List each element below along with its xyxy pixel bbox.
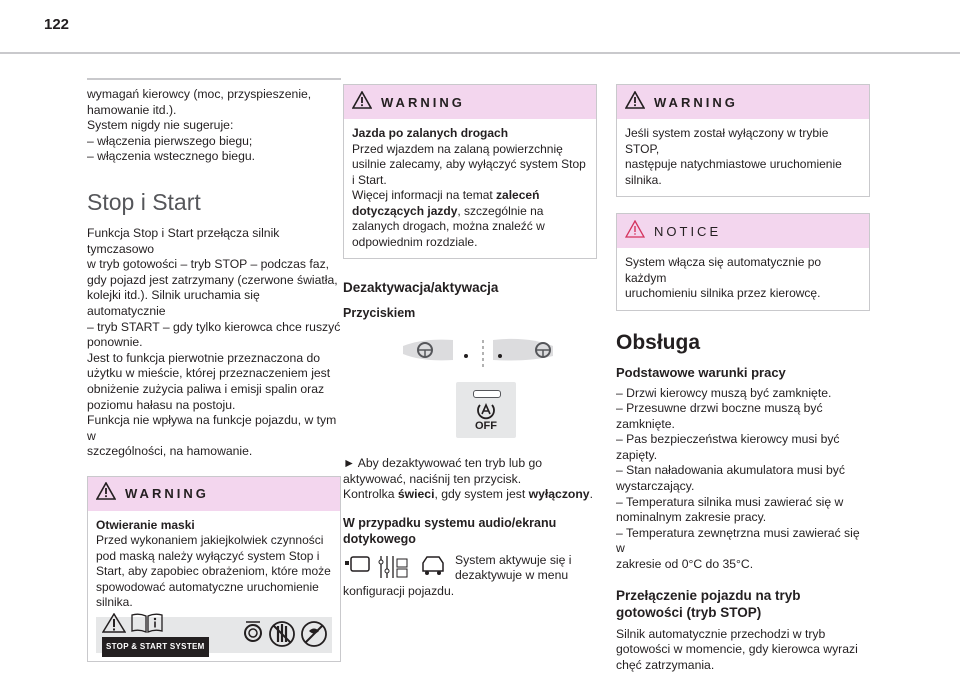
warning-triangle-icon <box>352 91 372 114</box>
list-item: zamknięte. <box>616 416 675 431</box>
warning-triangle-icon <box>96 482 116 505</box>
text-line: – włączenia wstecznego biegu. <box>87 149 256 164</box>
caution-icon <box>102 613 126 638</box>
text-line: i Start. <box>352 172 387 187</box>
text-line: silnika. <box>96 595 133 610</box>
header-rule <box>0 52 960 54</box>
text-line: chęć zatrzymania. <box>616 657 715 672</box>
text-line: gdy pojazd jest zatrzymany (czerwone światła, <box>87 272 338 287</box>
text-span: . <box>589 487 593 502</box>
button-label: OFF <box>475 420 497 432</box>
list-item: zapięty. <box>616 447 658 462</box>
text-line: aktywować, naciśnij ten przycisk. <box>343 471 522 486</box>
text-line: obniżenie zużycia paliwa i emisji spalin oraz <box>87 381 325 396</box>
intro-text <box>87 87 341 165</box>
section-title: Obsługa <box>616 330 701 354</box>
warning-heading: Jazda po zalanych drogach <box>352 126 509 140</box>
column-3 <box>616 78 870 673</box>
hood-label-strip <box>96 617 332 653</box>
no-hands-icon <box>268 618 296 653</box>
text-line: Funkcja nie wpływa na funkcje pojazdu, w tym w <box>87 413 337 443</box>
text-line: uruchomieniu silnika przez kierowcę. <box>625 286 821 300</box>
warning-triangle-icon <box>625 91 645 114</box>
text-line: System nigdy nie sugeruje: <box>87 118 234 133</box>
text-span: Więcej informacji na temat <box>352 188 497 202</box>
text-line: Przed wjazdem na zalaną powierzchnię <box>352 141 563 156</box>
text-line: Silnik automatycznie przechodzi w tryb <box>616 626 826 641</box>
stop-start-badge: STOP & START SYSTEM <box>102 637 209 657</box>
warning-body <box>617 119 869 196</box>
text-span: Kontrolka <box>343 487 398 502</box>
fan-belt-icon <box>242 618 264 653</box>
subheading-button: Przyciskiem <box>343 306 416 320</box>
warning-box <box>87 476 341 662</box>
description-text <box>87 226 341 460</box>
text-line: Przed wykonaniem jakiejkolwiek czynności <box>96 533 324 548</box>
bold-span: wyłączony <box>528 487 590 502</box>
subheading-standby: Przełączenie pojazdu na tryb gotowości (tryb STOP) <box>616 587 801 620</box>
subheading-audio: W przypadku systemu audio/ekranu dotykowego <box>343 515 557 546</box>
section-title: Stop i Start <box>87 188 201 215</box>
text-line: Jeśli system został wyłączony w trybie STOP, <box>625 126 829 156</box>
text-line: Start, aby zapobiec obrażeniom, które może <box>96 564 331 579</box>
warning-body <box>88 511 340 661</box>
list-item: – Temperatura silnika musi zawierać się w <box>616 494 844 509</box>
settings-icons <box>343 553 453 581</box>
text-line: Funkcja Stop i Start przełącza silnik tymczasowo <box>87 225 280 256</box>
warning-header <box>88 477 340 511</box>
list-item: wystarczający. <box>616 479 695 494</box>
notice-body <box>617 248 869 310</box>
audio-row <box>343 553 597 584</box>
text-line: usilnie zalecamy, aby wyłączyć system Stop <box>352 157 586 171</box>
bold-span: świeci <box>397 487 435 502</box>
list-item: – Przesuwne drzwi boczne muszą być <box>616 401 823 416</box>
standby-text <box>616 627 870 673</box>
notice-triangle-icon <box>625 220 645 243</box>
text-line: spowodować automatyczne uruchomienie <box>96 579 319 594</box>
text-line: użytku w mieście, której przeznaczeniem jest <box>87 366 331 381</box>
dashboard-figure <box>343 326 597 436</box>
audio-text: System aktywuje się i dezaktywuje w menu <box>455 552 572 583</box>
text-line: hamowanie itd.). <box>87 102 177 117</box>
text-line: System włącza się automatycznie po każdym <box>625 255 822 285</box>
text-line: kolejki itd.). Silnik uruchamia się automatycznie <box>87 288 260 318</box>
warning-title: WARNING <box>654 94 738 110</box>
indicator-lamp <box>473 390 501 398</box>
warning-header <box>344 85 596 119</box>
warning-title: WARNING <box>381 94 465 110</box>
text-line: szczególności, na hamowanie. <box>87 444 253 459</box>
column-2 <box>343 78 597 600</box>
text-line: Jest to funkcja pierwotnie przeznaczona do <box>87 350 321 365</box>
warning-title: WARNING <box>125 486 209 502</box>
list-item: – Stan naładowania akumulatora musi być <box>616 463 845 478</box>
stop-start-button[interactable] <box>456 382 516 438</box>
warning-box <box>616 84 870 197</box>
text-span: , szczególnie na zalanych drogach, można znaleźć w odpowiednim rozdziale. <box>352 203 545 249</box>
no-fan-icon <box>300 618 328 653</box>
text-line: – włączenia pierwszego biegu; <box>87 133 253 148</box>
text-line <box>343 487 597 503</box>
bold-span: zaleceń dotyczących jazdy <box>352 188 540 218</box>
subheading-basic: Podstawowe warunki pracy <box>616 364 786 380</box>
list-item: nominalnym zakresie pracy. <box>616 510 767 525</box>
audio-text-end: konfiguracji pojazdu. <box>343 583 455 598</box>
text-line: gotowości w momencie, gdy kierowca wyrazi <box>616 642 858 657</box>
text-line: wymagań kierowcy (moc, przyspieszenie, <box>87 87 312 101</box>
notice-title: NOTICE <box>654 223 722 239</box>
warning-header <box>617 85 869 119</box>
section-heading: Dezaktywacja/aktywacja <box>343 280 499 295</box>
list-item: – Temperatura zewnętrzna musi zawierać się w <box>616 525 860 556</box>
column-rule <box>87 78 341 80</box>
page-number: 122 <box>44 16 70 33</box>
text-line: pod maską należy wyłączyć system Stop i <box>96 548 320 563</box>
list-item: zakresie od 0°C do 35°C. <box>616 557 754 572</box>
conditions-list <box>616 386 870 573</box>
text-line: ponownie. <box>87 335 143 350</box>
text-span: , gdy system jest <box>434 487 529 502</box>
warning-body <box>344 119 596 258</box>
column-1 <box>87 78 341 662</box>
manual-book-icon <box>130 613 164 638</box>
list-item: – Drzwi kierowcy muszą być zamknięte. <box>616 385 832 400</box>
warning-box <box>343 84 597 259</box>
dashboard-layout-icon <box>343 326 597 374</box>
list-item: – Pas bezpieczeństwa kierowcy musi być <box>616 432 840 447</box>
warning-more-info <box>352 188 588 250</box>
text-line: silnika. <box>625 172 662 187</box>
warning-heading: Otwieranie maski <box>96 517 195 532</box>
notice-box <box>616 213 870 311</box>
text-line: poziomu hałasu na postoju. <box>87 397 236 412</box>
text-line: w tryb gotowości – tryb STOP – podczas faz, <box>87 257 330 272</box>
action-text <box>343 456 597 503</box>
text-line: następuje natychmiastowe uruchomienie <box>625 157 842 171</box>
notice-header <box>617 214 869 248</box>
text-line: ► Aby dezaktywować ten tryb lub go <box>343 456 543 470</box>
auto-stop-icon <box>476 400 496 420</box>
text-line: – tryb START – gdy tylko kierowca chce ruszyć <box>87 319 341 334</box>
